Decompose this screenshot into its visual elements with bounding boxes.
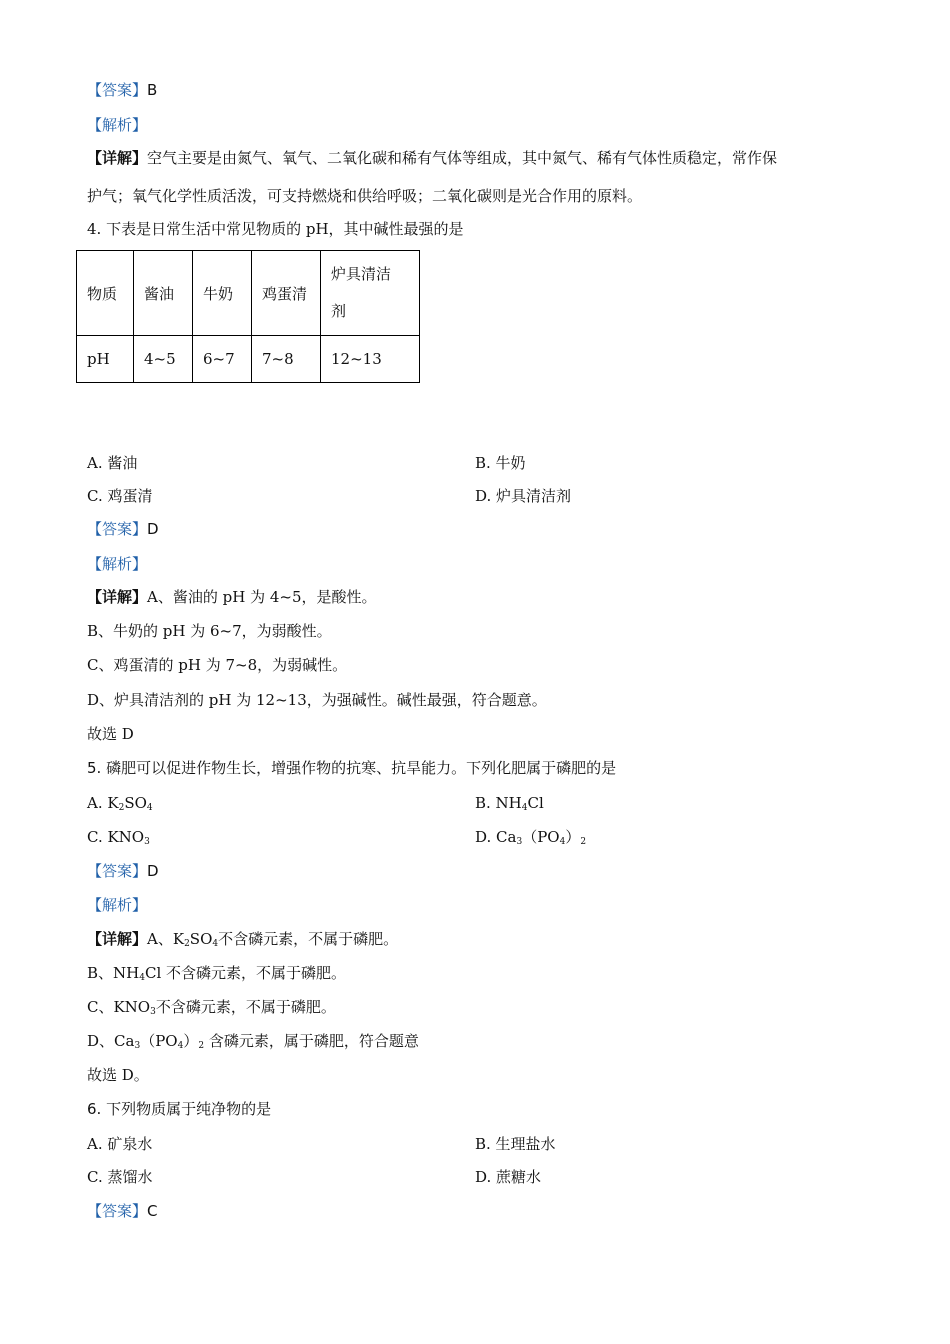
q4-detail-d: D、炉具清洁剂的 pH 为 12~13，为强碱性。碱性最强，符合题意。: [87, 691, 547, 709]
question-stem: 下列物质属于纯净物的是: [101, 1100, 272, 1118]
subscript: 4: [559, 837, 566, 847]
answer-tag: 【答案】: [87, 520, 148, 538]
q3-detail-line1: [87, 148, 777, 168]
q4-answer-line: [87, 519, 159, 539]
q5-answer-line: [87, 861, 159, 881]
q5-detail-a: [87, 929, 398, 949]
table-cell: [321, 251, 420, 336]
q5-option-d: [475, 827, 586, 847]
q3-answer-line: [87, 80, 157, 100]
answer-value: B: [147, 81, 158, 99]
q6-option-b: B. 生理盐水: [475, 1135, 556, 1153]
table-cell: 牛奶: [193, 251, 252, 336]
subscript: 3: [144, 837, 150, 847]
table-cell: 12~13: [321, 336, 420, 383]
table-row: [77, 336, 420, 383]
subscript: 2: [118, 803, 125, 813]
subscript: 4: [177, 1041, 184, 1051]
detail-tag: 【详解】: [87, 149, 148, 167]
q3-detail-line2: 护气；氧气化学性质活泼，可支持燃烧和供给呼吸；二氧化碳则是光合作用的原料。: [87, 187, 643, 205]
table-cell: 鸡蛋清: [252, 251, 321, 336]
q4-option-c: C. 鸡蛋清: [87, 487, 153, 505]
answer-tag: 【答案】: [87, 81, 148, 99]
q4-option-a: A. 酱油: [87, 454, 138, 472]
q5-detail-d: [87, 1031, 419, 1051]
detail-text: ）: [183, 1032, 199, 1050]
detail-text: 含磷元素，属于磷肥，符合题意: [204, 1032, 419, 1050]
subscript: 4: [521, 803, 528, 813]
answer-tag: 【答案】: [87, 1202, 148, 1220]
table-cell: 酱油: [134, 251, 193, 336]
q4-analysis-tag: 【解析】: [87, 555, 148, 573]
detail-text: 不含磷元素，不属于磷肥。: [155, 998, 336, 1016]
option-text: SO: [124, 794, 147, 812]
q5-stem-line: [87, 758, 616, 778]
question-number: 5.: [87, 759, 102, 777]
q4-option-b: B. 牛奶: [475, 454, 526, 472]
table-header-row: [77, 251, 420, 336]
subscript: 2: [184, 939, 190, 949]
answer-tag: 【答案】: [87, 862, 148, 880]
subscript: 4: [139, 973, 145, 983]
detail-tag: 【详解】: [87, 588, 148, 606]
answer-value: C: [147, 1202, 158, 1220]
q5-option-a: [87, 793, 153, 813]
subscript: 4: [146, 803, 153, 813]
detail-text: 空气主要是由氮气、氧气、二氧化碳和稀有气体等组成，其中氮气、稀有气体性质稳定，常作保: [147, 149, 778, 167]
question-number: 6.: [87, 1100, 102, 1118]
table-cell: 物质: [77, 251, 134, 336]
q6-option-a: A. 矿泉水: [87, 1135, 153, 1153]
q6-stem-line: [87, 1099, 271, 1119]
table-cell: 6~7: [193, 336, 252, 383]
option-text: （PO: [522, 828, 560, 846]
subscript: 3: [134, 1041, 141, 1051]
table-cell: 4~5: [134, 336, 193, 383]
q6-option-d: D. 蔗糖水: [475, 1168, 542, 1186]
q6-option-c: C. 蒸馏水: [87, 1168, 153, 1186]
q4-detail-c: C、鸡蛋清的 pH 为 7~8，为弱碱性。: [87, 656, 348, 674]
table-cell: pH: [77, 336, 134, 383]
detail-text: B、NH: [87, 964, 140, 982]
q6-answer-line: [87, 1201, 158, 1221]
detail-text: SO: [189, 930, 213, 948]
q4-detail-b: B、牛奶的 pH 为 6~7，为弱酸性。: [87, 622, 332, 640]
q5-option-c: [87, 827, 150, 847]
cell-line: 炉具清洁: [331, 265, 392, 283]
detail-text: 不含磷元素，不属于磷肥。: [218, 930, 399, 948]
q5-conclusion: 故选 D。: [87, 1066, 149, 1084]
q4-option-d: D. 炉具清洁剂: [475, 487, 572, 505]
option-text: ）: [565, 828, 581, 846]
q5-detail-b: [87, 963, 346, 983]
question-stem: 磷肥可以促进作物生长，增强作物的抗寒、抗旱能力。下列化肥属于磷肥的是: [101, 759, 617, 777]
subscript: 4: [212, 939, 219, 949]
subscript: 3: [516, 837, 523, 847]
q4-conclusion: 故选 D: [87, 725, 134, 743]
detail-text: Cl 不含磷元素，不属于磷肥。: [144, 964, 347, 982]
q4-stem: 4. 下表是日常生活中常见物质的 pH，其中碱性最强的是: [87, 220, 464, 238]
detail-text: C、KNO: [87, 998, 151, 1016]
option-text: A. K: [87, 794, 119, 812]
detail-tag: 【详解】: [87, 930, 148, 948]
table-cell: 7~8: [252, 336, 321, 383]
ph-table: [76, 250, 420, 383]
option-text: C. KNO: [87, 828, 145, 846]
detail-text: A、酱油的 pH 为 4~5，是酸性。: [147, 588, 377, 606]
subscript: 2: [198, 1041, 205, 1051]
answer-value: D: [147, 862, 159, 880]
subscript: 2: [580, 837, 587, 847]
detail-text: D、Ca: [87, 1032, 135, 1050]
q5-detail-c: [87, 997, 336, 1017]
q4-detail-a: [87, 587, 377, 607]
q5-analysis-tag: 【解析】: [87, 896, 148, 914]
detail-text: A、K: [147, 930, 185, 948]
answer-value: D: [147, 520, 159, 538]
cell-line: 剂: [331, 302, 347, 320]
option-text: D. Ca: [475, 828, 517, 846]
option-text: B. NH: [475, 794, 522, 812]
q5-option-b: [475, 793, 544, 813]
q3-analysis-tag: 【解析】: [87, 116, 148, 134]
detail-text: （PO: [140, 1032, 178, 1050]
subscript: 3: [150, 1007, 156, 1017]
option-text: Cl: [527, 794, 544, 812]
